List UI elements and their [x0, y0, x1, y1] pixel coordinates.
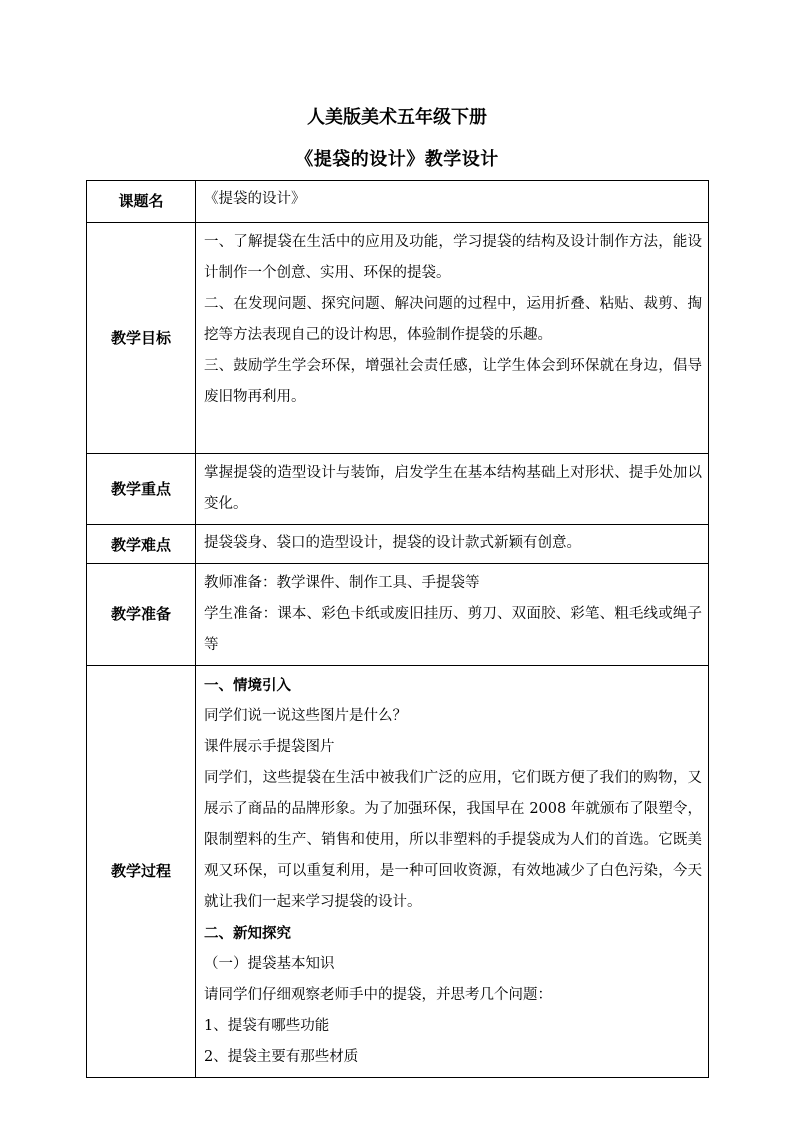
- section-heading: 二、新知探究: [204, 925, 291, 942]
- subsection-heading: （一）提袋基本知识: [204, 956, 335, 972]
- row-label-difficulties: 教学难点: [87, 525, 196, 564]
- row-label-key-points: 教学重点: [87, 454, 196, 525]
- table-row-process: [87, 666, 709, 1078]
- row-content-preparation: [196, 564, 709, 666]
- student-preparation: 学生准备：课本、彩色卡纸或废旧挂历、剪刀、双面胶、彩笔、粗毛线或绳子等: [204, 606, 702, 653]
- document-title-line1: 人美版美术五年级下册: [307, 107, 487, 128]
- table-row-topic: [87, 181, 709, 223]
- goal-item: 三、鼓励学生学会环保，增强社会责任感，让学生体会到环保就在身边，倡导废旧物再利用。: [204, 358, 702, 405]
- document-title-line2: 《提袋的设计》教学设计: [295, 149, 499, 170]
- process-paragraph: 同学们，这些提袋在生活中被我们广泛的应用，它们既方便了我们的购物，又展示了商品的品牌形象。为了加强环保，我国早在 2008 年就颁布了限塑令，限制塑料的生产、销售和使用，所以非塑料的手提袋成为人们的首选。它既美观又环保，可以重复利用，是一种可回收资源，有效地减少了白色污染，今天就让我们一起来学习提袋的设计。: [204, 770, 702, 910]
- row-label-topic: 课题名: [87, 181, 196, 223]
- row-label-preparation: 教学准备: [87, 564, 196, 666]
- goal-item: 二、在发现问题、探究问题、解决问题的过程中，运用折叠、粘贴、裁剪、掏挖等方法表现自己的设计构思，体验制作提袋的乐趣。: [204, 296, 702, 343]
- table-row-goals: [87, 223, 709, 454]
- goal-item: 一、了解提袋在生活中的应用及功能，学习提袋的结构及设计制作方法，能设计制作一个创意、实用、环保的提袋。: [204, 234, 702, 281]
- row-content-key-points: [196, 454, 709, 525]
- table-row-key-points: [87, 454, 709, 525]
- row-content-goals: [196, 223, 709, 454]
- process-paragraph: 请同学们仔细观察老师手中的提袋，并思考几个问题：: [204, 987, 552, 1003]
- difficulty-text: 提袋袋身、袋口的造型设计，提袋的设计款式新颖有创意。: [204, 535, 581, 551]
- question-item: 1、提袋有哪些功能: [204, 1018, 330, 1034]
- topic-name: 《提袋的设计》: [204, 191, 306, 207]
- table-row-preparation: [87, 564, 709, 666]
- question-item: 2、提袋主要有那些材质: [204, 1049, 359, 1065]
- row-label-process: 教学过程: [87, 666, 196, 1078]
- table-row-difficulties: [87, 525, 709, 564]
- row-content-process: [196, 666, 709, 1078]
- process-paragraph: 同学们说一说这些图片是什么？: [204, 708, 407, 724]
- row-content-difficulties: [196, 525, 709, 564]
- process-paragraph: 课件展示手提袋图片: [204, 739, 335, 755]
- row-label-goals: 教学目标: [87, 223, 196, 454]
- row-content-topic: [196, 181, 709, 223]
- section-heading: 一、情境引入: [204, 677, 291, 694]
- teacher-preparation: 教师准备：教学课件、制作工具、手提袋等: [204, 575, 480, 591]
- key-point-text: 掌握提袋的造型设计与装饰，启发学生在基本结构基础上对形状、提手处加以变化。: [204, 465, 702, 512]
- lesson-plan-table: [86, 180, 709, 1078]
